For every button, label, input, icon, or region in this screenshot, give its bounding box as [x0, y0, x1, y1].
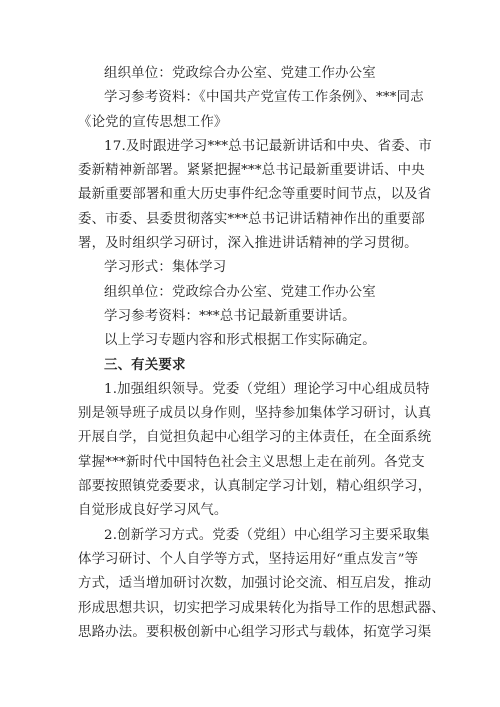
text-line: 组织单位：党政综合办公室、党建工作办公室 [104, 284, 376, 300]
text-line: 最新重要部署和重大历史事件纪念等重要时间节点，以及省 [78, 187, 432, 203]
text-line: 署，及时组织学习研讨，深入推进讲话精神的学习贯彻。 [78, 236, 418, 252]
text-line: 组织单位：党政综合办公室、党建工作办公室 [104, 66, 376, 81]
text-line: 自觉形成良好学习风气。 [78, 503, 228, 519]
text-line: 掌握***新时代中国特色社会主义思想上走在前列。各党支 [78, 454, 425, 470]
text-line: 方式，适当增加研讨次数，加强讨论交流、相互启发，推动 [78, 576, 432, 592]
text-line: 形成思想共识，切实把学习成果转化为指导工作的思想武器、 [78, 600, 445, 616]
text-line: 2.创新学习方式。党委（党组）中心组学习主要采取集 [104, 527, 430, 543]
text-line: 委、市委、县委贯彻落实***总书记讲话精神作出的重要部 [78, 211, 425, 227]
text-line: 委新精神新部署。紧紧把握***总书记最新重要讲话、中央 [78, 163, 425, 179]
text-line: 部要按照镇党委要求，认真制定学习计划，精心组织学习， [78, 479, 432, 495]
text-line: 学习形式：集体学习 [104, 260, 227, 276]
text-line: 学习参考资料：***总书记最新重要讲话。 [104, 308, 356, 324]
text-line: 1.加强组织领导。党委（党组）理论学习中心组成员特 [104, 381, 430, 397]
text-line: 别是领导班子成员以身作则，坚持参加集体学习研讨，认真 [78, 406, 432, 422]
text-line: 思路办法。要积极创新中心组学习形式与载体，拓宽学习渠 [78, 624, 432, 640]
text-line: 学习参考资料：《中国共产党宣传工作条例》、***同志 [104, 90, 424, 106]
text-line: 体学习研讨、个人自学等方式，坚持运用好“重点发言”等 [78, 551, 419, 567]
text-line: 开展自学，自觉担负起中心组学习的主体责任，在全面系统 [78, 430, 432, 446]
text-line: 《论党的宣传思想工作》 [78, 114, 228, 130]
section-heading: 三、有关要求 [104, 357, 186, 373]
text-line: 17.及时跟进学习***总书记最新讲话和中央、省委、市 [104, 138, 432, 154]
text-line: 以上学习专题内容和形式根据工作实际确定。 [104, 333, 376, 349]
